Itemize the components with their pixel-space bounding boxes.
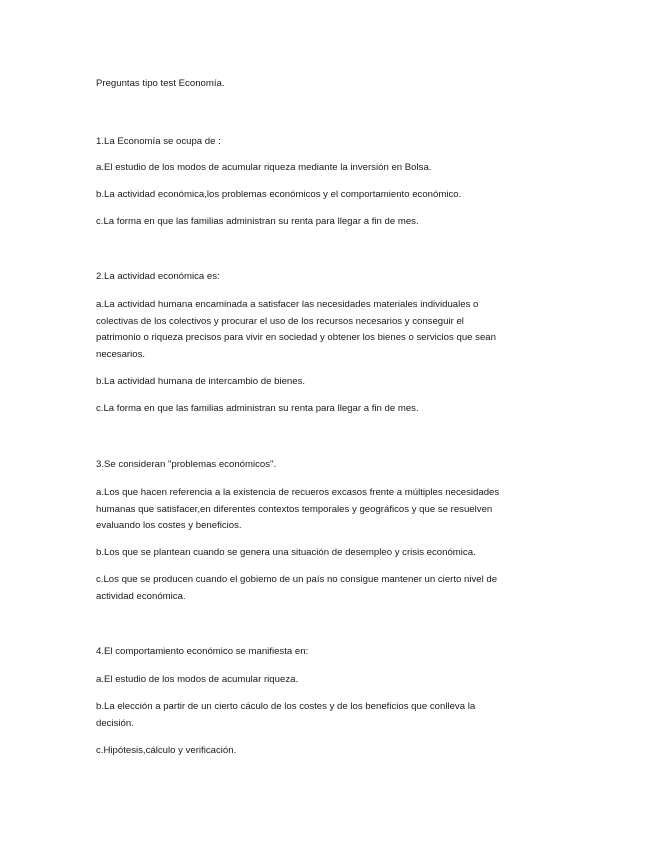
answer-line: necesarios. (96, 349, 146, 361)
answer-line: b.La actividad económica,los problemas económicos y el comportamiento económico. (96, 189, 462, 200)
answer-line: a.La actividad humana encaminada a satisfacer las necesidades materiales individuales o (96, 299, 479, 310)
answer-line: c.La forma en que las familias administran su renta para llegar a fin de mes. (96, 403, 419, 414)
answer-option (96, 297, 556, 364)
document-title: Preguntas tipo test Economía. (96, 78, 225, 89)
question-text: 2.La actividad económica es: (96, 271, 220, 282)
answer-line: c.Los que se producen cuando el gobiemo de un país no consigue mantener un cierto nivel de (96, 574, 498, 585)
answer-line: patrimonio o riqueza precisos para vivir en sociedad y obtener los bienes o servicios que sean (96, 332, 496, 344)
question-text: 4.El comportamiento económico se manifiesta en: (96, 646, 309, 657)
answer-line: a.El estudio de los modos de acumular riqueza. (96, 674, 299, 685)
answer-option (96, 672, 556, 689)
answer-line: evaluando los costes y beneficios. (96, 520, 242, 532)
answer-option (96, 160, 556, 177)
answer-option (96, 545, 556, 562)
answer-line: a.El estudio de los modos de acumular riqueza mediante la inversión en Bolsa. (96, 162, 432, 173)
question-text: 1.La Economía se ocupa de : (96, 136, 221, 147)
answer-option (96, 187, 556, 204)
answer-line: c.La forma en que las familias administran su renta para llegar a fin de mes. (96, 216, 419, 227)
answer-option (96, 401, 556, 418)
answer-option (96, 214, 556, 231)
answer-option (96, 485, 556, 535)
answer-line: humanas que satisfacer,en diferentes contextos temporales y geográficos y que se resuelven (96, 503, 493, 515)
answer-option (96, 699, 556, 732)
answer-line: decisión. (96, 717, 134, 729)
answer-line: actividad económica. (96, 590, 186, 602)
answer-option (96, 374, 556, 391)
answer-option (96, 572, 556, 605)
answer-line: b.La actividad humana de intercambio de bienes. (96, 376, 306, 387)
answer-line: c.Hipótesis,cálculo y verificación. (96, 745, 237, 756)
question-text: 3.Se consideran "problemas económicos". (96, 459, 277, 470)
answer-line: colectivas de los colectivos y procurar el uso de los recursos necesarios y conseguir el (96, 315, 464, 327)
answer-line: b.Los que se plantean cuando se genera una situación de desempleo y crisis económica. (96, 547, 476, 558)
answer-line: a.Los que hacen referencia a la existencia de recueros excasos frente a múltiples necesidades (96, 487, 500, 498)
answer-option (96, 743, 556, 760)
answer-line: b.La elección a partir de un cierto cáculo de los costes y de los beneficios que conlleva la (96, 701, 476, 712)
